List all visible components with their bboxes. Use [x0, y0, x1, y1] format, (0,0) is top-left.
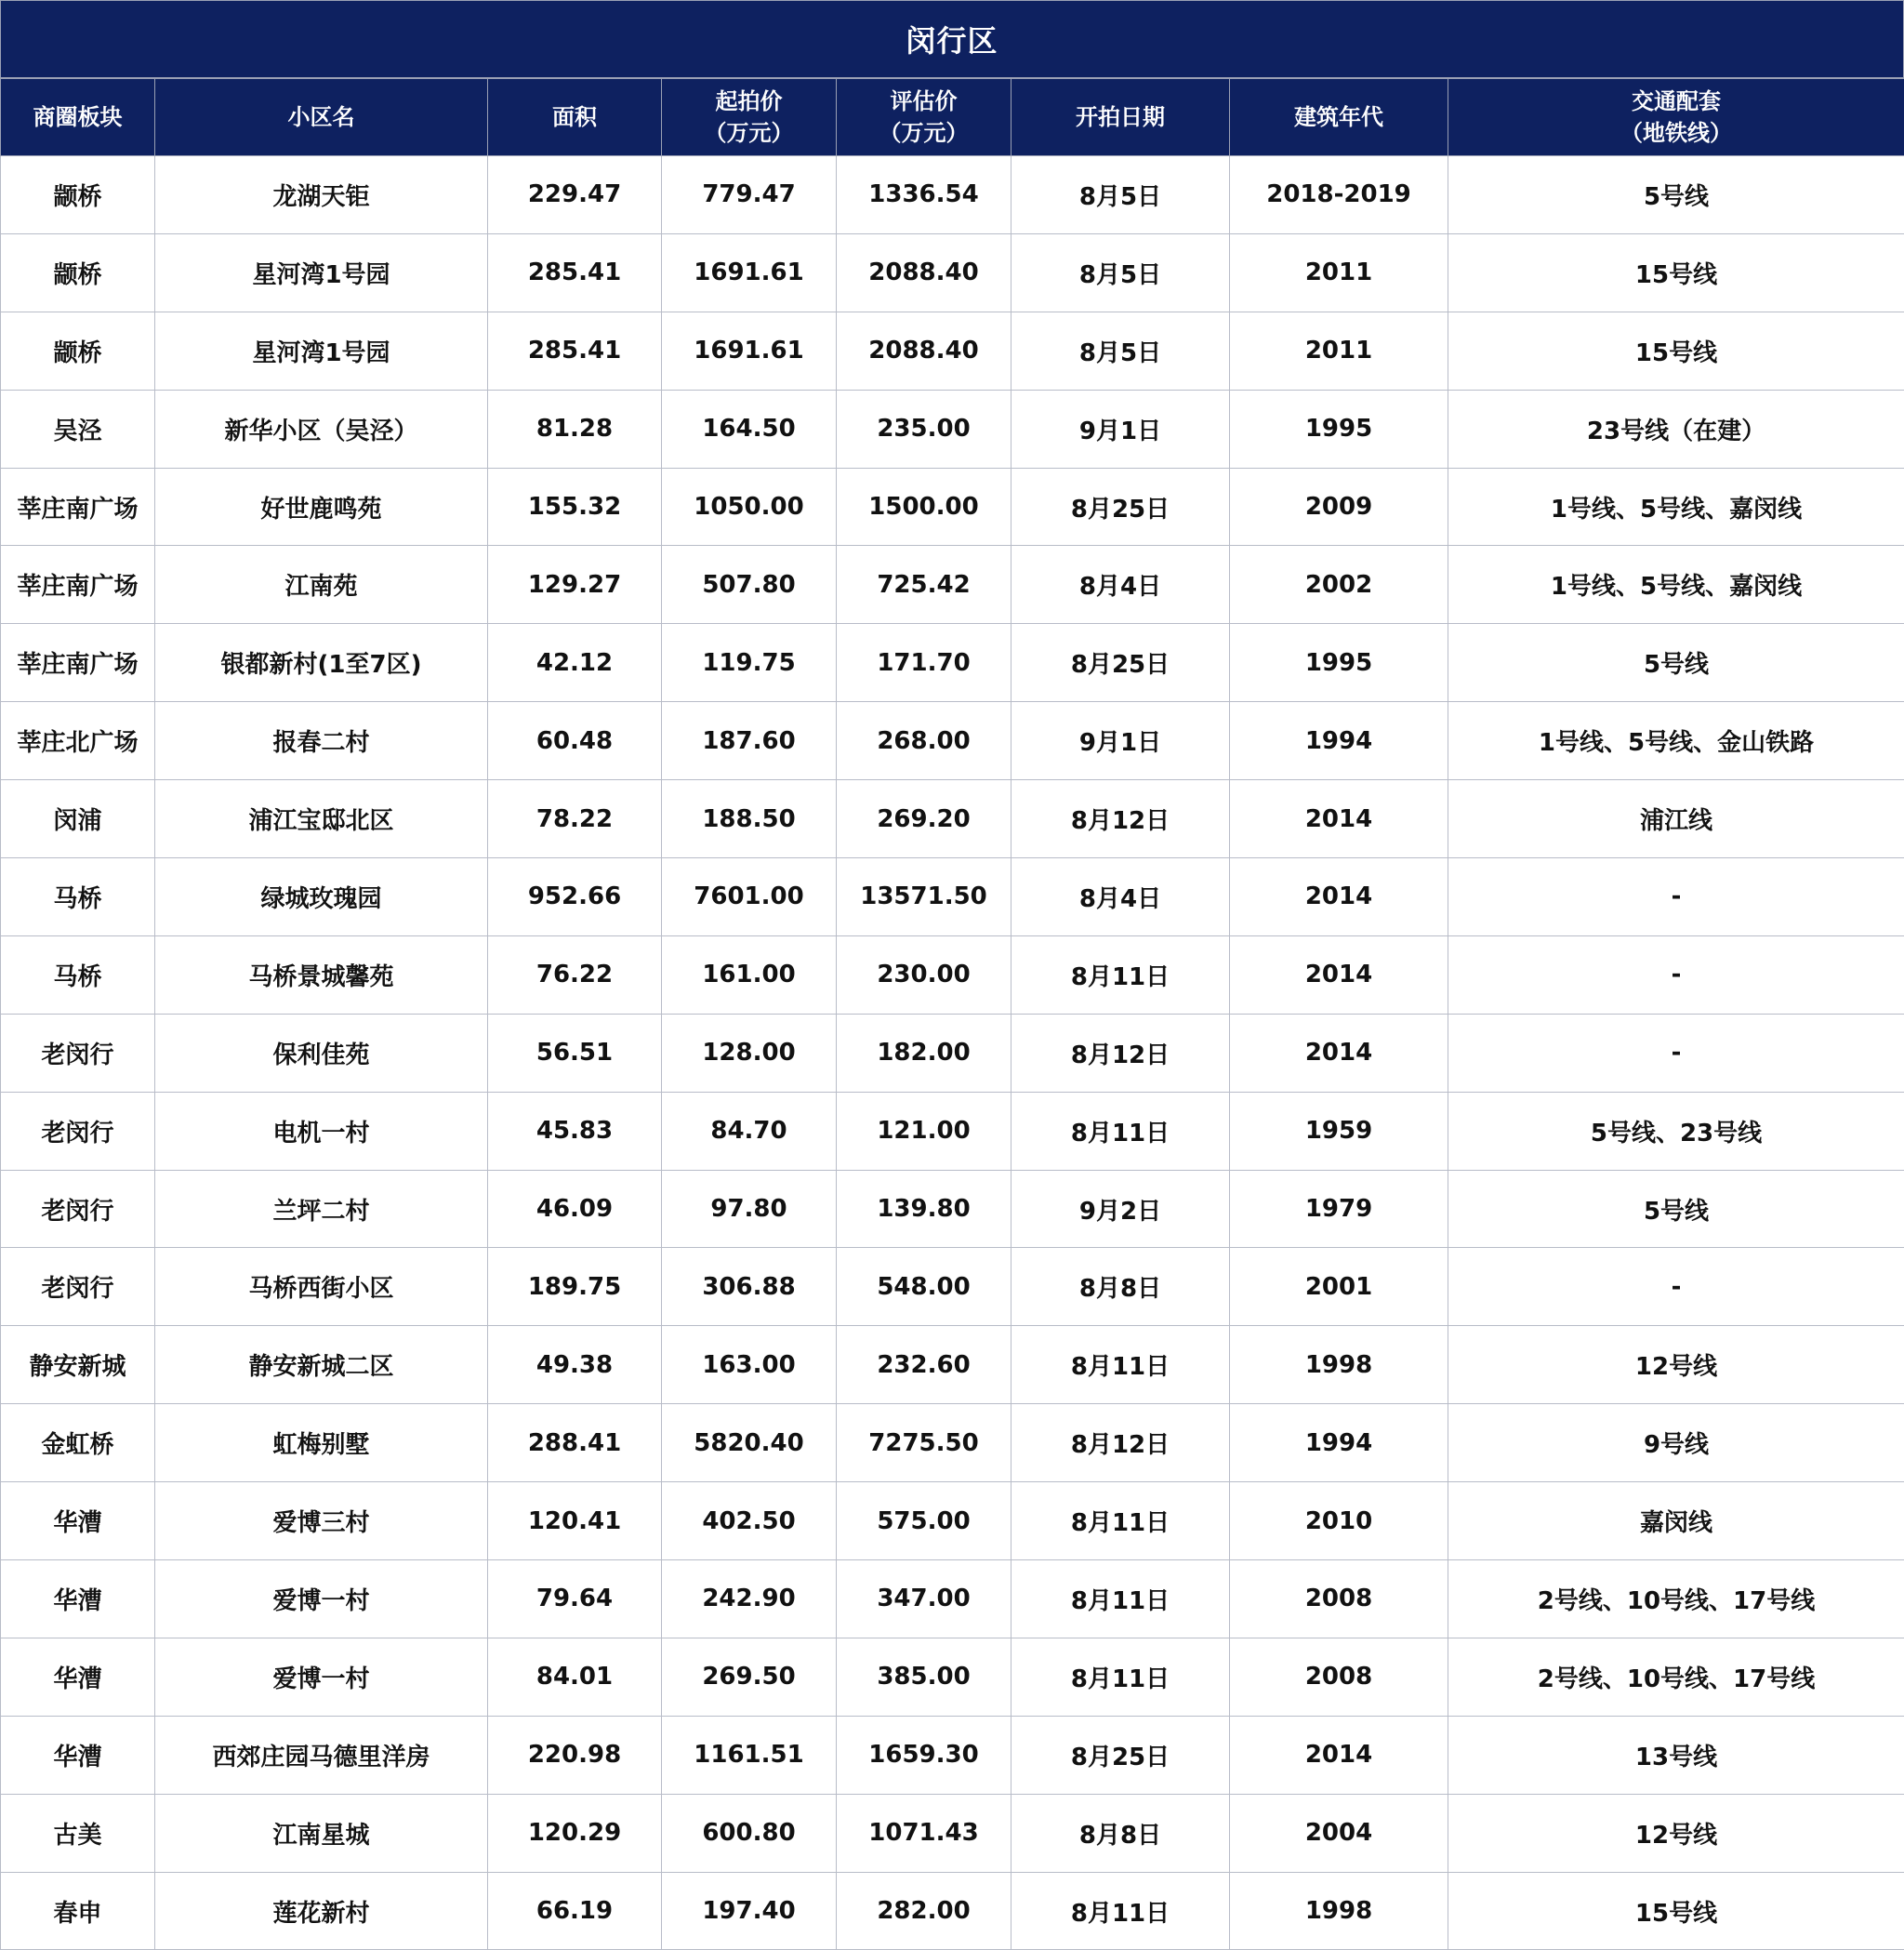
auction-date-cell: 8月11日 [1012, 1560, 1230, 1638]
auction-date-cell: 8月5日 [1012, 233, 1230, 312]
build-year-cell: 2010 [1230, 1482, 1448, 1560]
auction-date-cell: 9月1日 [1012, 390, 1230, 468]
table-row [1, 1092, 1904, 1170]
build-year-cell: 2011 [1230, 233, 1448, 312]
header-appraised-price: 评估价 （万元） [837, 79, 1012, 156]
appraised-price-cell: 269.20 [837, 780, 1012, 858]
district-cell: 静安新城 [1, 1326, 155, 1404]
starting-price-cell: 779.47 [662, 156, 837, 234]
district-cell: 老闵行 [1, 1092, 155, 1170]
district-cell: 老闵行 [1, 1014, 155, 1092]
table-row [1, 1638, 1904, 1716]
table-row [1, 1248, 1904, 1326]
starting-price-cell: 7601.00 [662, 858, 837, 936]
transit-cell: - [1448, 935, 1904, 1014]
community-cell: 爱博三村 [155, 1482, 488, 1560]
auction-date-cell: 8月25日 [1012, 624, 1230, 702]
starting-price-cell: 1691.61 [662, 233, 837, 312]
transit-cell: 5号线 [1448, 156, 1904, 234]
auction-date-cell: 8月4日 [1012, 546, 1230, 624]
build-year-cell: 1998 [1230, 1326, 1448, 1404]
transit-cell: 1号线、5号线、嘉闵线 [1448, 546, 1904, 624]
area-cell: 66.19 [488, 1872, 662, 1950]
appraised-price-cell: 230.00 [837, 935, 1012, 1014]
auction-date-cell: 8月12日 [1012, 1014, 1230, 1092]
build-year-cell: 2014 [1230, 1716, 1448, 1794]
area-cell: 285.41 [488, 233, 662, 312]
appraised-price-cell: 725.42 [837, 546, 1012, 624]
community-cell: 保利佳苑 [155, 1014, 488, 1092]
auction-date-cell: 9月1日 [1012, 702, 1230, 780]
build-year-cell: 2014 [1230, 858, 1448, 936]
appraised-price-cell: 548.00 [837, 1248, 1012, 1326]
area-cell: 120.29 [488, 1794, 662, 1872]
area-cell: 49.38 [488, 1326, 662, 1404]
table-title: 闵行区 [0, 0, 1904, 78]
appraised-price-cell: 347.00 [837, 1560, 1012, 1638]
transit-cell: 15号线 [1448, 1872, 1904, 1950]
community-cell: 星河湾1号园 [155, 312, 488, 390]
appraised-price-cell: 2088.40 [837, 233, 1012, 312]
area-cell: 155.32 [488, 468, 662, 546]
area-cell: 81.28 [488, 390, 662, 468]
community-cell: 电机一村 [155, 1092, 488, 1170]
district-cell: 莘庄北广场 [1, 702, 155, 780]
transit-cell: 12号线 [1448, 1794, 1904, 1872]
district-cell: 老闵行 [1, 1170, 155, 1248]
build-year-cell: 1959 [1230, 1092, 1448, 1170]
table-row [1, 935, 1904, 1014]
area-cell: 285.41 [488, 312, 662, 390]
appraised-price-cell: 13571.50 [837, 858, 1012, 936]
header-transit: 交通配套 （地铁线） [1448, 79, 1904, 156]
area-cell: 220.98 [488, 1716, 662, 1794]
table-header [1, 79, 1904, 156]
appraised-price-cell: 1500.00 [837, 468, 1012, 546]
district-cell: 华漕 [1, 1482, 155, 1560]
transit-cell: 5号线 [1448, 624, 1904, 702]
appraised-price-cell: 121.00 [837, 1092, 1012, 1170]
community-cell: 兰坪二村 [155, 1170, 488, 1248]
build-year-cell: 2014 [1230, 1014, 1448, 1092]
build-year-cell: 1995 [1230, 390, 1448, 468]
district-cell: 马桥 [1, 935, 155, 1014]
table-row [1, 1404, 1904, 1482]
community-cell: 银都新村(1至7区) [155, 624, 488, 702]
community-cell: 江南星城 [155, 1794, 488, 1872]
starting-price-cell: 1161.51 [662, 1716, 837, 1794]
appraised-price-cell: 1336.54 [837, 156, 1012, 234]
area-cell: 84.01 [488, 1638, 662, 1716]
table-row [1, 233, 1904, 312]
starting-price-cell: 188.50 [662, 780, 837, 858]
district-cell: 华漕 [1, 1716, 155, 1794]
starting-price-cell: 84.70 [662, 1092, 837, 1170]
transit-cell: 2号线、10号线、17号线 [1448, 1560, 1904, 1638]
build-year-cell: 2018-2019 [1230, 156, 1448, 234]
district-cell: 吴泾 [1, 390, 155, 468]
area-cell: 79.64 [488, 1560, 662, 1638]
table-row [1, 624, 1904, 702]
table-row [1, 1326, 1904, 1404]
transit-cell: 13号线 [1448, 1716, 1904, 1794]
build-year-cell: 1998 [1230, 1872, 1448, 1950]
community-cell: 爱博一村 [155, 1638, 488, 1716]
build-year-cell: 2014 [1230, 935, 1448, 1014]
build-year-cell: 2002 [1230, 546, 1448, 624]
area-cell: 120.41 [488, 1482, 662, 1560]
area-cell: 129.27 [488, 546, 662, 624]
build-year-cell: 2001 [1230, 1248, 1448, 1326]
header-area: 面积 [488, 79, 662, 156]
starting-price-cell: 1050.00 [662, 468, 837, 546]
community-cell: 莲花新村 [155, 1872, 488, 1950]
area-cell: 56.51 [488, 1014, 662, 1092]
starting-price-cell: 161.00 [662, 935, 837, 1014]
table-row [1, 1560, 1904, 1638]
starting-price-cell: 128.00 [662, 1014, 837, 1092]
transit-cell: 1号线、5号线、嘉闵线 [1448, 468, 1904, 546]
district-cell: 金虹桥 [1, 1404, 155, 1482]
community-cell: 静安新城二区 [155, 1326, 488, 1404]
build-year-cell: 1994 [1230, 702, 1448, 780]
area-cell: 60.48 [488, 702, 662, 780]
header-community: 小区名 [155, 79, 488, 156]
appraised-price-cell: 235.00 [837, 390, 1012, 468]
area-cell: 42.12 [488, 624, 662, 702]
district-cell: 莘庄南广场 [1, 546, 155, 624]
appraised-price-cell: 2088.40 [837, 312, 1012, 390]
community-cell: 星河湾1号园 [155, 233, 488, 312]
auction-date-cell: 8月11日 [1012, 1872, 1230, 1950]
transit-cell: 9号线 [1448, 1404, 1904, 1482]
starting-price-cell: 402.50 [662, 1482, 837, 1560]
appraised-price-cell: 139.80 [837, 1170, 1012, 1248]
table-row [1, 1794, 1904, 1872]
district-cell: 春申 [1, 1872, 155, 1950]
community-cell: 西郊庄园马德里洋房 [155, 1716, 488, 1794]
table-row [1, 1482, 1904, 1560]
table-row [1, 468, 1904, 546]
community-cell: 马桥西街小区 [155, 1248, 488, 1326]
appraised-price-cell: 7275.50 [837, 1404, 1012, 1482]
starting-price-cell: 119.75 [662, 624, 837, 702]
community-cell: 马桥景城馨苑 [155, 935, 488, 1014]
table-row [1, 702, 1904, 780]
auction-date-cell: 8月11日 [1012, 1326, 1230, 1404]
starting-price-cell: 1691.61 [662, 312, 837, 390]
transit-cell: 23号线（在建） [1448, 390, 1904, 468]
district-cell: 老闵行 [1, 1248, 155, 1326]
auction-date-cell: 8月25日 [1012, 1716, 1230, 1794]
community-cell: 龙湖天钜 [155, 156, 488, 234]
build-year-cell: 1995 [1230, 624, 1448, 702]
auction-date-cell: 8月11日 [1012, 1638, 1230, 1716]
appraised-price-cell: 1071.43 [837, 1794, 1012, 1872]
community-cell: 虹梅别墅 [155, 1404, 488, 1482]
starting-price-cell: 507.80 [662, 546, 837, 624]
district-cell: 莘庄南广场 [1, 624, 155, 702]
table-row [1, 390, 1904, 468]
appraised-price-cell: 1659.30 [837, 1716, 1012, 1794]
header-auction-date: 开拍日期 [1012, 79, 1230, 156]
starting-price-cell: 5820.40 [662, 1404, 837, 1482]
community-cell: 江南苑 [155, 546, 488, 624]
district-cell: 闵浦 [1, 780, 155, 858]
auction-date-cell: 8月11日 [1012, 1482, 1230, 1560]
appraised-price-cell: 282.00 [837, 1872, 1012, 1950]
auction-date-cell: 9月2日 [1012, 1170, 1230, 1248]
auction-date-cell: 8月25日 [1012, 468, 1230, 546]
build-year-cell: 1994 [1230, 1404, 1448, 1482]
table-row [1, 312, 1904, 390]
table-row [1, 1872, 1904, 1950]
auction-date-cell: 8月4日 [1012, 858, 1230, 936]
area-cell: 76.22 [488, 935, 662, 1014]
auction-date-cell: 8月12日 [1012, 1404, 1230, 1482]
district-cell: 马桥 [1, 858, 155, 936]
transit-cell: 嘉闵线 [1448, 1482, 1904, 1560]
area-cell: 46.09 [488, 1170, 662, 1248]
appraised-price-cell: 575.00 [837, 1482, 1012, 1560]
table-row [1, 1716, 1904, 1794]
table-row [1, 1014, 1904, 1092]
table-row [1, 780, 1904, 858]
auction-date-cell: 8月8日 [1012, 1248, 1230, 1326]
appraised-price-cell: 268.00 [837, 702, 1012, 780]
auction-date-cell: 8月5日 [1012, 156, 1230, 234]
starting-price-cell: 600.80 [662, 1794, 837, 1872]
community-cell: 新华小区（吴泾） [155, 390, 488, 468]
appraised-price-cell: 385.00 [837, 1638, 1012, 1716]
area-cell: 229.47 [488, 156, 662, 234]
district-cell: 华漕 [1, 1638, 155, 1716]
starting-price-cell: 187.60 [662, 702, 837, 780]
appraised-price-cell: 171.70 [837, 624, 1012, 702]
area-cell: 78.22 [488, 780, 662, 858]
transit-cell: 15号线 [1448, 233, 1904, 312]
starting-price-cell: 164.50 [662, 390, 837, 468]
header-row [1, 79, 1904, 156]
transit-cell: 2号线、10号线、17号线 [1448, 1638, 1904, 1716]
auction-table [0, 78, 1904, 1950]
build-year-cell: 2009 [1230, 468, 1448, 546]
community-cell: 浦江宝邸北区 [155, 780, 488, 858]
transit-cell: 1号线、5号线、金山铁路 [1448, 702, 1904, 780]
transit-cell: 15号线 [1448, 312, 1904, 390]
table-row [1, 1170, 1904, 1248]
starting-price-cell: 269.50 [662, 1638, 837, 1716]
build-year-cell: 1979 [1230, 1170, 1448, 1248]
table-row [1, 156, 1904, 234]
auction-date-cell: 8月8日 [1012, 1794, 1230, 1872]
table-row [1, 858, 1904, 936]
transit-cell: - [1448, 1248, 1904, 1326]
transit-cell: 5号线、23号线 [1448, 1092, 1904, 1170]
starting-price-cell: 163.00 [662, 1326, 837, 1404]
area-cell: 45.83 [488, 1092, 662, 1170]
transit-cell: - [1448, 858, 1904, 936]
area-cell: 952.66 [488, 858, 662, 936]
district-cell: 颛桥 [1, 312, 155, 390]
community-cell: 爱博一村 [155, 1560, 488, 1638]
district-cell: 古美 [1, 1794, 155, 1872]
transit-cell: 12号线 [1448, 1326, 1904, 1404]
transit-cell: 5号线 [1448, 1170, 1904, 1248]
header-starting-price: 起拍价 （万元） [662, 79, 837, 156]
starting-price-cell: 97.80 [662, 1170, 837, 1248]
community-cell: 好世鹿鸣苑 [155, 468, 488, 546]
transit-cell: 浦江线 [1448, 780, 1904, 858]
starting-price-cell: 242.90 [662, 1560, 837, 1638]
transit-cell: - [1448, 1014, 1904, 1092]
district-cell: 颛桥 [1, 156, 155, 234]
auction-date-cell: 8月11日 [1012, 1092, 1230, 1170]
build-year-cell: 2011 [1230, 312, 1448, 390]
community-cell: 报春二村 [155, 702, 488, 780]
header-district: 商圈板块 [1, 79, 155, 156]
district-cell: 莘庄南广场 [1, 468, 155, 546]
starting-price-cell: 197.40 [662, 1872, 837, 1950]
district-cell: 华漕 [1, 1560, 155, 1638]
table-row [1, 546, 1904, 624]
appraised-price-cell: 232.60 [837, 1326, 1012, 1404]
table-body [1, 156, 1904, 1950]
area-cell: 288.41 [488, 1404, 662, 1482]
header-build-year: 建筑年代 [1230, 79, 1448, 156]
district-cell: 颛桥 [1, 233, 155, 312]
appraised-price-cell: 182.00 [837, 1014, 1012, 1092]
auction-date-cell: 8月5日 [1012, 312, 1230, 390]
community-cell: 绿城玫瑰园 [155, 858, 488, 936]
area-cell: 189.75 [488, 1248, 662, 1326]
build-year-cell: 2008 [1230, 1560, 1448, 1638]
auction-date-cell: 8月12日 [1012, 780, 1230, 858]
starting-price-cell: 306.88 [662, 1248, 837, 1326]
auction-date-cell: 8月11日 [1012, 935, 1230, 1014]
build-year-cell: 2014 [1230, 780, 1448, 858]
build-year-cell: 2008 [1230, 1638, 1448, 1716]
build-year-cell: 2004 [1230, 1794, 1448, 1872]
